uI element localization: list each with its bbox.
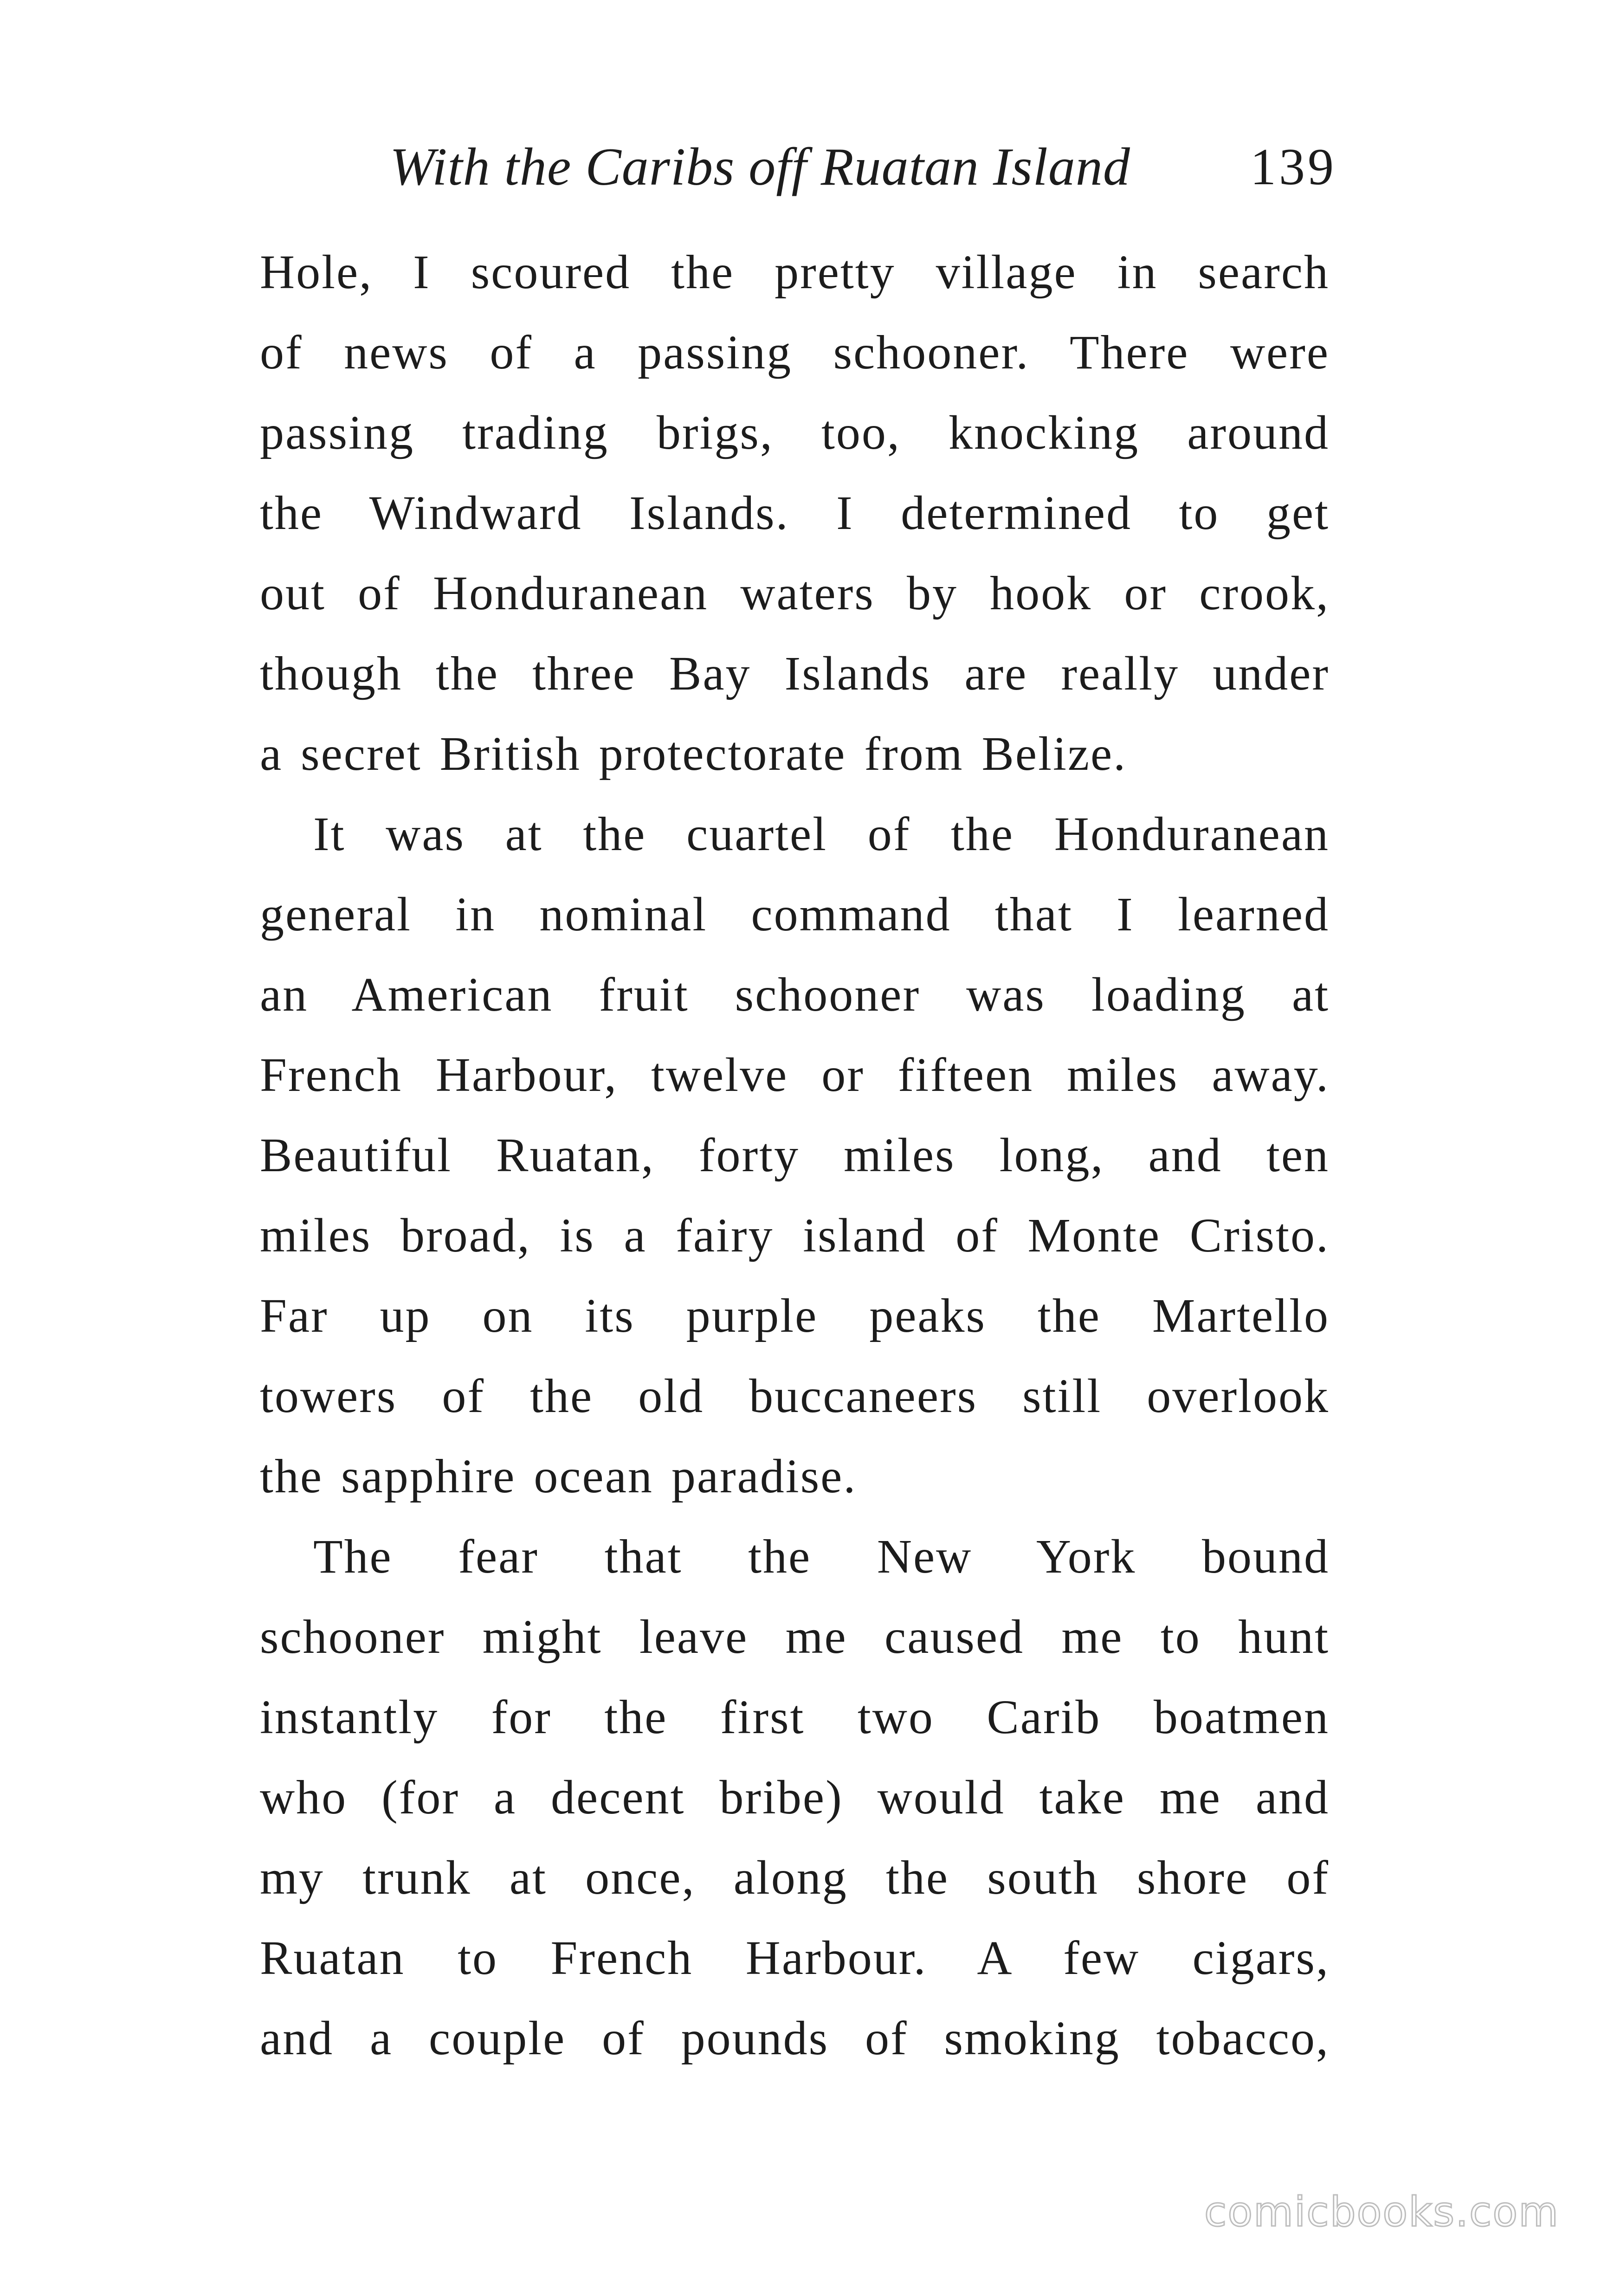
text-line: out of Honduranean waters by hook or crook, xyxy=(260,567,1330,620)
text-line: Beautiful Ruatan, forty miles long, and ten xyxy=(260,1129,1330,1182)
watermark: comicbooks.com xyxy=(1204,2188,1559,2236)
text-line: the sapphire ocean paradise. xyxy=(260,1450,857,1503)
text-line: the Windward Islands. I determined to get xyxy=(260,486,1330,540)
text-line: miles broad, is a fairy island of Monte Cristo. xyxy=(260,1209,1330,1262)
running-title: With the Caribs off Ruatan Island xyxy=(390,137,1130,197)
text-line: Ruatan to French Harbour. A few cigars, xyxy=(260,1931,1330,1985)
text-line: It was at the cuartel of the Honduranean xyxy=(313,807,1330,861)
text-line: my trunk at once, along the south shore of xyxy=(260,1851,1330,1904)
text-line: schooner might leave me caused me to hunt xyxy=(260,1610,1330,1664)
text-line: The fear that the New York bound xyxy=(313,1530,1330,1583)
text-line: Hole, I scoured the pretty village in search xyxy=(260,245,1330,299)
text-line: who (for a decent bribe) would take me and xyxy=(260,1771,1330,1824)
text-line: passing trading brigs, too, knocking around xyxy=(260,406,1330,459)
text-line: and a couple of pounds of smoking tobacco, xyxy=(260,2012,1330,2065)
page-number: 139 xyxy=(1250,138,1336,196)
text-line: instantly for the first two Carib boatmen xyxy=(260,1690,1330,1744)
text-line: a secret British protectorate from Belize. xyxy=(260,727,1127,780)
text-line: an American fruit schooner was loading at xyxy=(260,968,1330,1021)
body-text xyxy=(260,232,1330,2078)
text-line: French Harbour, twelve or fifteen miles away. xyxy=(260,1048,1330,1102)
text-line: Far up on its purple peaks the Martello xyxy=(260,1289,1330,1342)
text-line: of news of a passing schooner. There were xyxy=(260,326,1330,379)
text-line: though the three Bay Islands are really under xyxy=(260,647,1330,700)
text-line: towers of the old buccaneers still overlook xyxy=(260,1369,1330,1423)
running-head xyxy=(390,125,1336,209)
text-line: general in nominal command that I learned xyxy=(260,888,1330,941)
